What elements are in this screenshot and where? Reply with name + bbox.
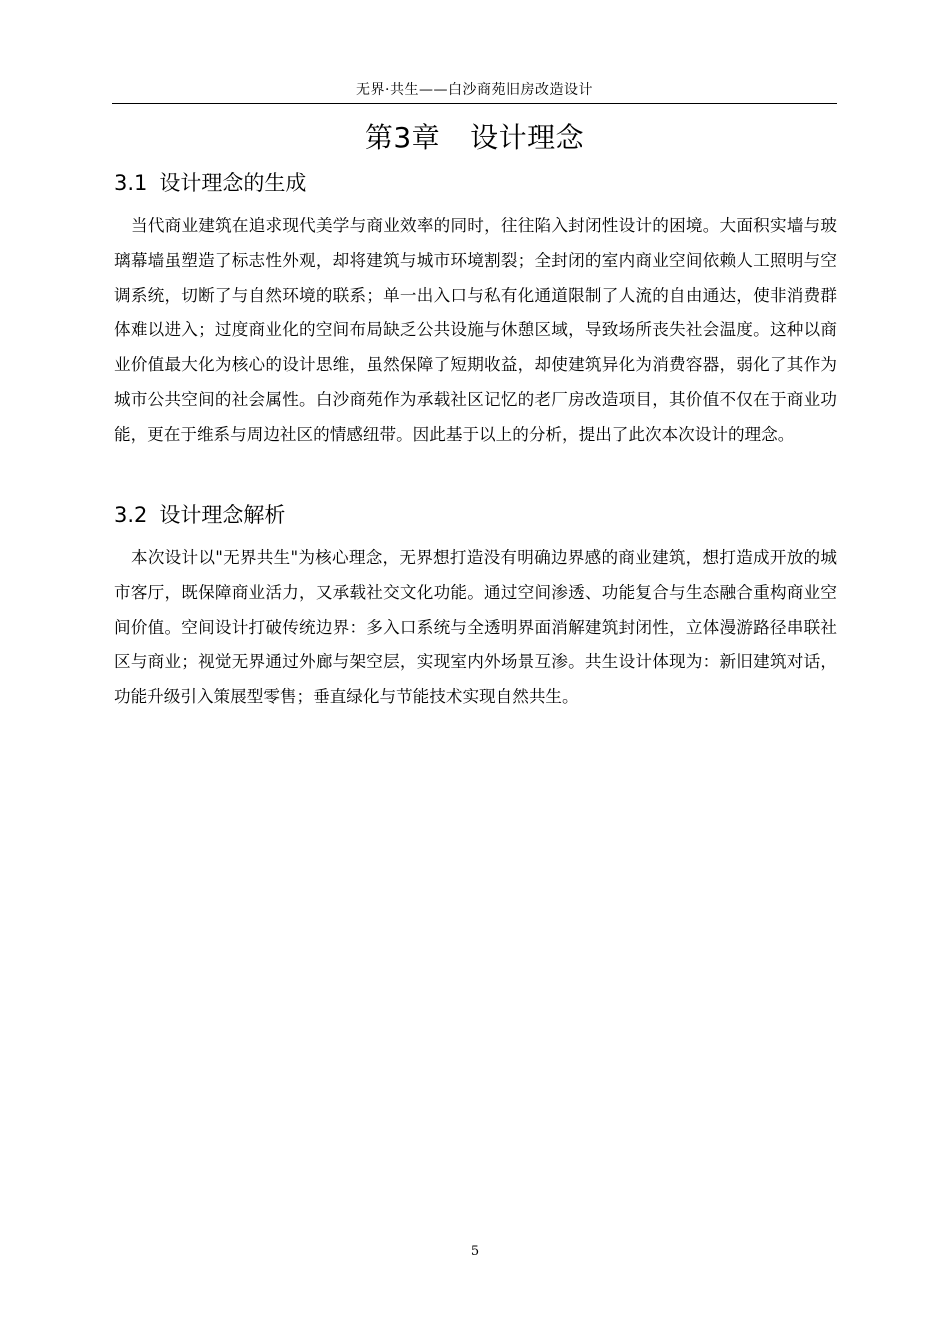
- header-divider: [112, 103, 837, 104]
- chapter-title: [112, 118, 837, 158]
- running-header: 无界·共生——白沙商苑旧房改造设计: [356, 82, 593, 98]
- section-title: 设计理念解析: [159, 503, 286, 527]
- chapter-label: 第3章: [364, 121, 441, 154]
- section-number: 3.1: [114, 171, 148, 195]
- section-3-1-paragraph: 当代商业建筑在追求现代美学与商业效率的同时，往往陷入封闭性设计的困境。大面积实墙与玻璃幕墙虽塑造了标志性外观，却将建筑与城市环境割裂；全封闭的室内商业空间依赖人工照明与空调系统，切断了与自然环境的联系；单一出入口与私有化通道限制了人流的自由通达，使非消费群体难以进入；过度商业化的空间布局缺乏公共设施与休憩区域，导致场所丧失社会温度。这种以商业价值最大化为核心的设计思维，虽然保障了短期收益，却使建筑异化为消费容器，弱化了其作为城市公共空间的社会属性。白沙商苑作为承载社区记忆的老厂房改造项目，其价值不仅在于商业功能，更在于维系与周边社区的情感纽带。因此基于以上的分析，提出了此次本次设计的理念。: [114, 216, 837, 444]
- chapter-name: 设计理念: [470, 121, 585, 154]
- section-3-2-paragraph: 本次设计以"无界共生"为核心理念，无界想打造没有明确边界感的商业建筑，想打造成开放的城市客厅，既保障商业活力，又承载社交文化功能。通过空间渗透、功能复合与生态融合重构商业空间价值。空间设计打破传统边界：多入口系统与全透明界面消解建筑封闭性，立体漫游路径串联社区与商业；视觉无界通过外廊与架空层，实现室内外场景互渗。共生设计体现为：新旧建筑对话，功能升级引入策展型零售；垂直绿化与节能技术实现自然共生。: [114, 548, 837, 707]
- section-heading-3-2: [114, 500, 837, 530]
- section-heading-3-1: [114, 168, 837, 198]
- section-number: 3.2: [114, 503, 148, 527]
- section-title: 设计理念的生成: [159, 171, 307, 195]
- page-number: 5: [470, 1244, 480, 1259]
